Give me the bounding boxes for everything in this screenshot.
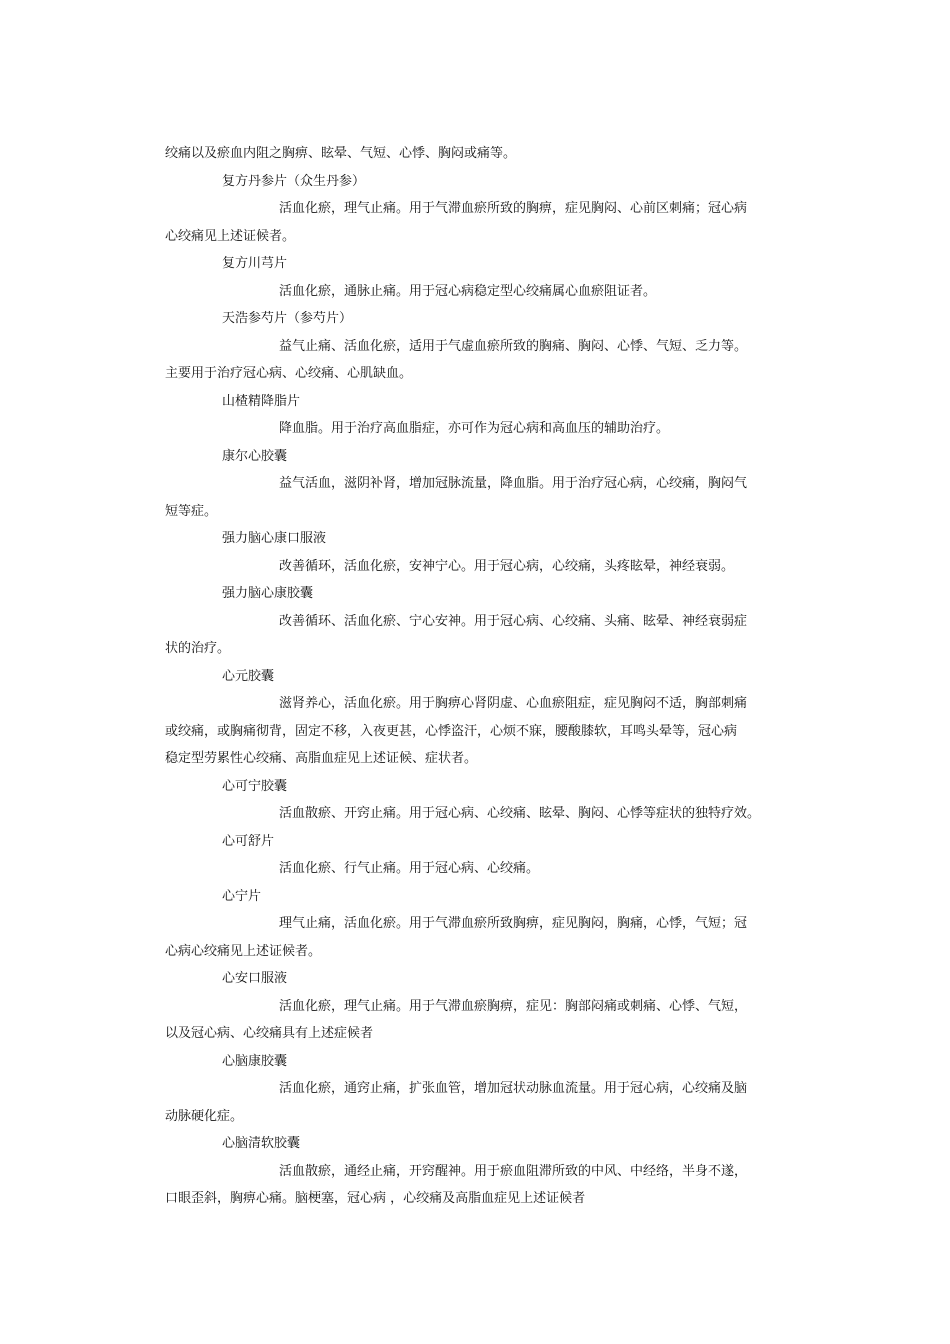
drug-entry (165, 1048, 805, 1131)
drug-name: 天浩参芍片（参芍片） (222, 311, 353, 326)
drug-description-line: 活血散瘀、开窍止痛。用于冠心病、心绞痛、眩晕、胸闷、心悸等症状的独特疗效。 (279, 806, 761, 821)
drug-description-line: 口眼歪斜，胸痹心痛。脑梗塞，冠心病 ，心绞痛及高脂血症见上述证候者 (165, 1191, 586, 1206)
drug-name: 强力脑心康胶囊 (222, 586, 314, 601)
drug-name: 心宁片 (222, 888, 262, 904)
drug-description-line: 稳定型劳累性心绞痛、高脂血症见上述证候、症状者。 (165, 751, 478, 766)
drug-description-line: 活血化瘀、行气止痛。用于冠心病、心绞痛。 (279, 861, 540, 876)
drug-entry (165, 828, 805, 883)
drug-entry (165, 525, 805, 580)
drug-description-line: 活血化瘀，通脉止痛。用于冠心病稳定型心绞痛属心血瘀阻证者。 (279, 283, 657, 299)
drug-entry (165, 773, 805, 828)
drug-entry (165, 1130, 805, 1213)
drug-entry (165, 580, 805, 663)
drug-name: 心脑清软胶囊 (222, 1136, 301, 1151)
document-body (165, 140, 805, 1213)
drug-entry (165, 250, 805, 305)
drug-name: 山楂精降脂片 (222, 393, 301, 409)
drug-description-line: 理气止痛，活血化瘀。用于气滞血瘀所致胸痹，症见胸闷，胸痛，心悸，气短；冠 (279, 916, 748, 931)
drug-entry (165, 443, 805, 526)
drug-description-line: 活血化瘀，理气止痛。用于气滞血瘀所致的胸痹，症见胸闷、心前区刺痛；冠心病 (279, 201, 748, 216)
drug-entry (165, 965, 805, 1048)
drug-description-line: 滋肾养心，活血化瘀。用于胸痹心肾阴虚、心血瘀阻症，症见胸闷不适，胸部刺痛 (279, 696, 748, 711)
drug-entry (165, 663, 805, 773)
drug-name: 复方丹参片（众生丹参） (222, 173, 366, 189)
drug-description-line: 主要用于治疗冠心病、心绞痛、心肌缺血。 (165, 366, 413, 381)
drug-description-line: 益气止痛、活血化瘀，适用于气虚血瘀所致的胸痛、胸闷、心悸、气短、乏力等。 (279, 338, 748, 354)
drug-description-line: 活血化瘀，通窍止痛，扩张血管，增加冠状动脉血流量。用于冠心病，心绞痛及脑 (279, 1081, 748, 1096)
drug-description-line: 改善循环，活血化瘀，安神宁心。用于冠心病，心绞痛，头疼眩晕，神经衰弱。 (279, 558, 735, 574)
drug-name: 心安口服液 (222, 971, 288, 986)
drug-description-line: 动脉硬化症。 (165, 1108, 244, 1124)
intro-text: 绞痛以及瘀血内阻之胸痹、眩晕、气短、心悸、胸闷或痛等。 (165, 146, 517, 161)
drug-description-line: 心病心绞痛见上述证候者。 (165, 943, 322, 959)
drug-description-line: 益气活血，滋阴补肾，增加冠脉流量，降血脂。用于治疗冠心病，心绞痛，胸闷气 (279, 476, 748, 491)
drug-name: 强力脑心康口服液 (222, 531, 327, 546)
drug-description-line: 降血脂。用于治疗高血脂症，亦可作为冠心病和高血压的辅助治疗。 (279, 421, 670, 436)
drug-description-line: 活血化瘀，理气止痛。用于气滞血瘀胸痹，症见：胸部闷痛或刺痛、心悸、气短， (279, 998, 748, 1014)
drug-description-line: 以及冠心病、心绞痛具有上述症候者 (165, 1026, 374, 1041)
drug-name: 心元胶囊 (222, 668, 275, 684)
drug-name: 复方川芎片 (222, 256, 288, 271)
drug-entry (165, 305, 805, 388)
drug-entry (165, 883, 805, 966)
drug-name: 心脑康胶囊 (222, 1053, 288, 1069)
drug-entry-list (165, 168, 805, 1213)
drug-description-line: 或绞痛，或胸痛彻背，固定不移，入夜更甚，心悸盗汗，心烦不寐，腰酸膝软，耳鸣头晕等，冠心病 (165, 723, 738, 739)
drug-description-line: 改善循环、活血化瘀、宁心安神。用于冠心病、心绞痛、头痛、眩晕、神经衰弱症 (279, 613, 748, 629)
drug-name: 心可舒片 (222, 833, 275, 849)
drug-name: 康尔心胶囊 (222, 448, 288, 464)
drug-description-line: 心绞痛见上述证候者。 (165, 228, 296, 244)
drug-entry (165, 388, 805, 443)
drug-entry (165, 168, 805, 251)
drug-description-line: 状的治疗。 (165, 641, 231, 656)
drug-description-line: 活血散瘀，通经止痛，开窍醒神。用于瘀血阻滞所致的中风、中经络，半身不遂， (279, 1163, 748, 1179)
drug-name: 心可宁胶囊 (222, 778, 288, 794)
drug-description-line: 短等症。 (165, 503, 218, 519)
